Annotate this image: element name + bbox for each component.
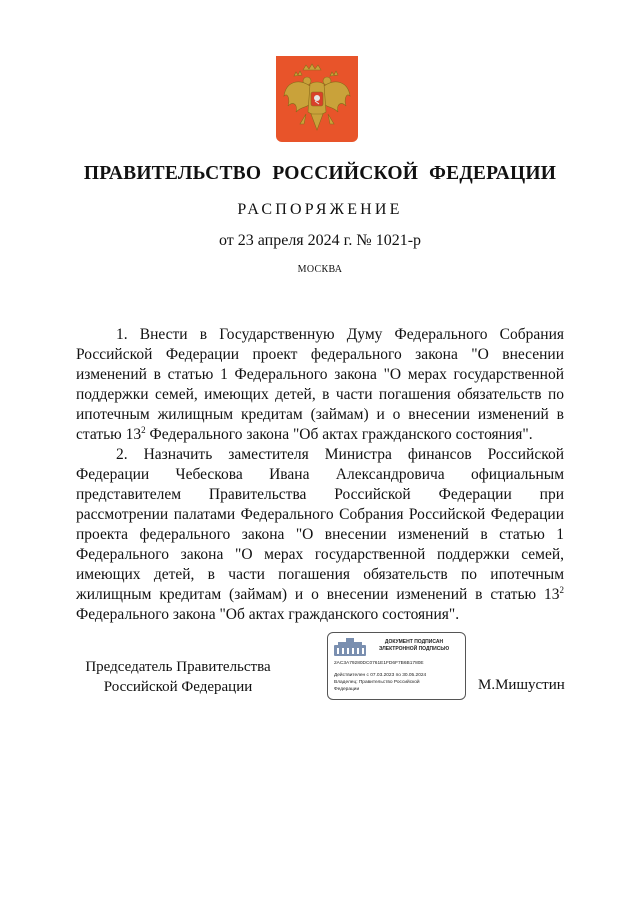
- stamp-validity: Действителен с 07.03.2023 по 30.05.2024 Владелец: Правительство Российской Федерации: [334, 673, 427, 692]
- stamp-header: ДОКУМЕНТ ПОДПИСАН ЭЛЕКТРОННОЙ ПОДПИСЬЮ: [378, 639, 450, 652]
- coat-of-arms-icon: [276, 56, 358, 142]
- paragraph-1: 1. Внести в Государственную Думу Федерального Собрания Российской Федерации проект федерального закона "О внесении изменений в статью 1 Федерального закона "О мерах государственной поддержки семей, имеющих детей, в части погашения обязательств по ипотечным жилищным кредитам (займам) и о внесении изменений в статью $13^2$ Федерального закона "Об актах гражданского состояния".: [76, 326, 564, 443]
- paragraph-2: 2. Назначить заместителя Министра финансов Российской Федерации Чебескова Ивана Александровича официальным представителем Правительства Российской Федерации при рассмотрении палатами Федерального Собрания Российской Федерации проекта федерального закона "О внесении изменений в статью 1 Федерального закона "О мерах государственной поддержки семей, имеющих детей, в части погашения обязательств по ипотечным жилищным кредитам (займам) и о внесении изменений в статью $13^2$ Федерального закона "Об актах гражданского состояния".: [76, 446, 564, 623]
- document-date-number: от 23 апреля 2024 г. № 1021-р: [218, 232, 422, 249]
- document-city: МОСКВА: [297, 264, 343, 275]
- stamp-certificate: 2AC3A79280DC0761E1FD6F7B6B1780E: [334, 661, 424, 666]
- signer-name: М.Мишустин: [478, 677, 565, 693]
- government-building-icon: [333, 637, 367, 657]
- document-body: [76, 325, 564, 625]
- electronic-signature-stamp: [327, 632, 466, 700]
- government-title: ПРАВИТЕЛЬСТВО РОССИЙСКОЙ ФЕДЕРАЦИИ: [83, 163, 557, 184]
- signer-title: Председатель Правительства Российской Федерации: [85, 659, 271, 695]
- document-type: РАСПОРЯЖЕНИЕ: [237, 201, 403, 218]
